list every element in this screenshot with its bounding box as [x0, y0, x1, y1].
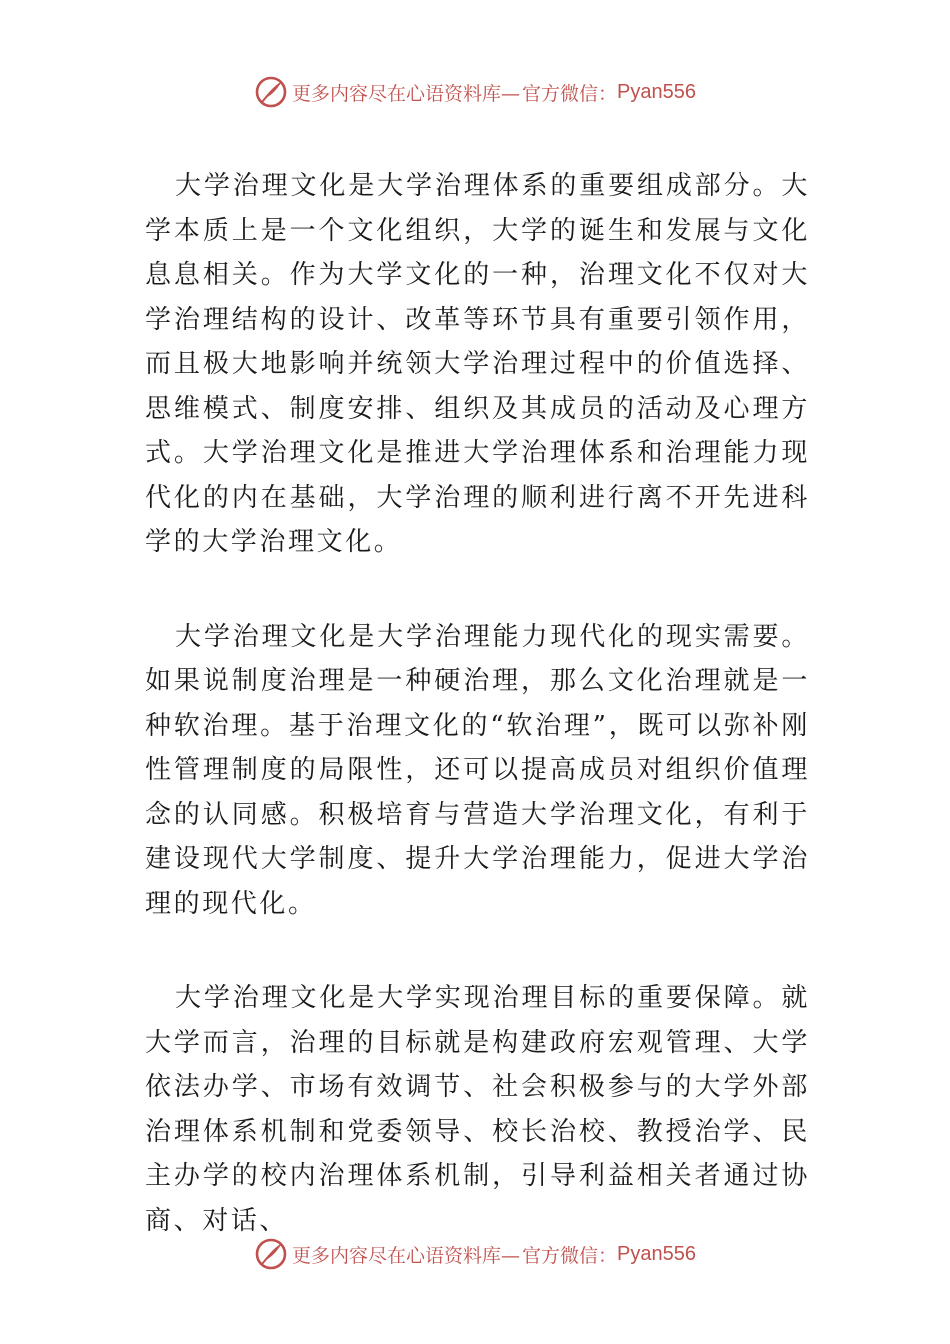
feather-quill-logo-icon [254, 1237, 288, 1271]
paragraph-1: 大学治理文化是大学治理体系的重要组成部分。大学本质上是一个文化组织，大学的诞生和发展与文化息息相关。作为大学文化的一种，治理文化不仅对大学治理结构的设计、改革等环节具有重要引领作用，而且极大地影响并统领大学治理过程中的价值选择、思维模式、制度安排、组织及其成员的活动及心理方式。大学治理文化是推进大学治理体系和治理能力现代化的内在基础，大学治理的顺利进行离不开先进科学的大学治理文化。 [145, 171, 810, 557]
header-banner-text: 更多内容尽在心语资料库— [292, 82, 521, 105]
feather-quill-logo-icon [254, 75, 288, 109]
footer-wechat-id: Pyan556 [617, 1242, 696, 1265]
document-body [145, 164, 810, 1243]
header-wechat-id: Pyan556 [617, 80, 696, 103]
paragraph-3: 大学治理文化是大学实现治理目标的重要保障。就大学而言，治理的目标就是构建政府宏观管理、大学依法办学、市场有效调节、社会积极参与的大学外部治理体系机制和党委领导、校长治校、教授治学、民主办学的校内治理体系机制，引导利益相关者通过协商、对话、 [145, 983, 810, 1236]
header-banner [0, 72, 950, 112]
footer-banner [0, 1234, 950, 1274]
header-wechat-label: 官方微信： [522, 82, 618, 105]
paragraph-2: 大学治理文化是大学治理能力现代化的现实需要。如果说制度治理是一种硬治理，那么文化治理就是一种软治理。基于治理文化的“软治理”，既可以弥补刚性管理制度的局限性，还可以提高成员对组织价值理念的认同感。积极培育与营造大学治理文化，有利于建设现代大学制度、提升大学治理能力，促进大学治理的现代化。 [145, 621, 810, 919]
footer-banner-text: 更多内容尽在心语资料库— [292, 1244, 521, 1267]
footer-wechat-label: 官方微信： [522, 1244, 618, 1267]
